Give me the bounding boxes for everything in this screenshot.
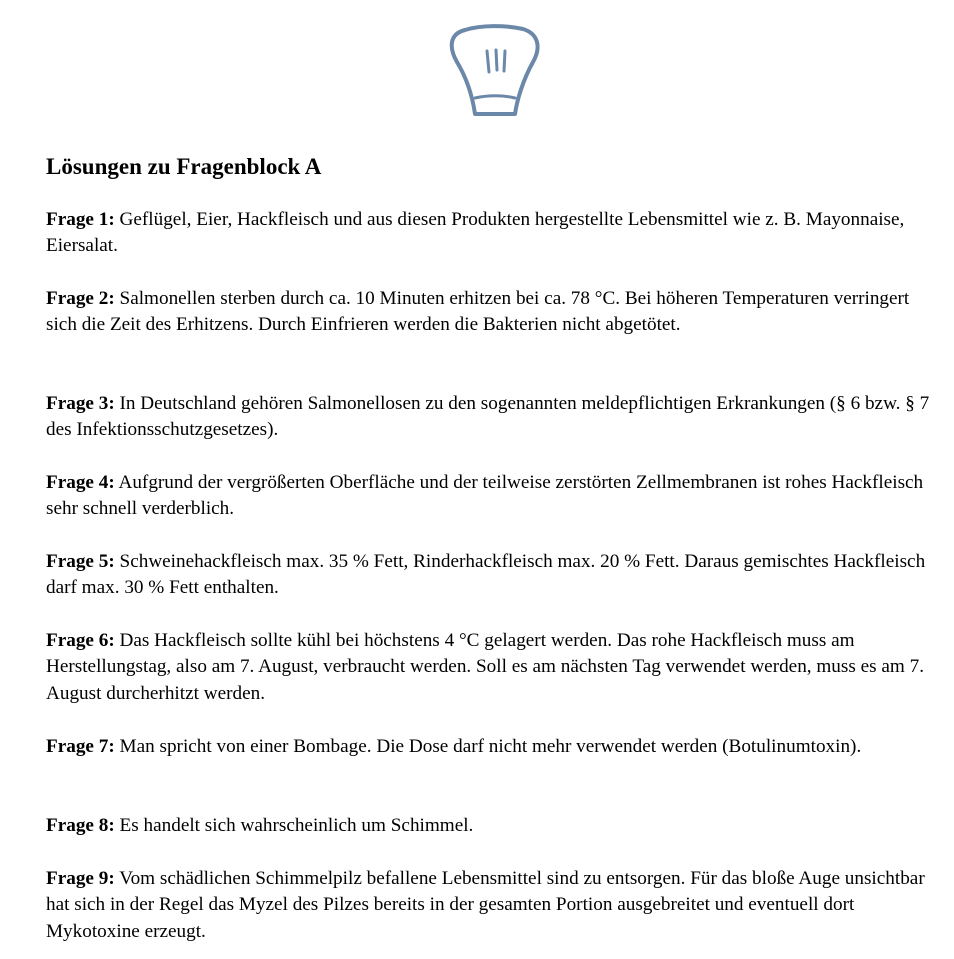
- page-title: Lösungen zu Fragenblock A: [46, 154, 322, 179]
- question-label: Frage 5:: [46, 551, 115, 572]
- question-label: Frage 4:: [46, 472, 115, 493]
- answer-text: Salmonellen sterben durch ca. 10 Minuten erhitzen bei ca. 78 °C. Bei höheren Temperaturen verringert sich die Zeit des Erhitzens. Durch Einfrieren werden die Bakterien nicht abgetötet.: [46, 288, 910, 336]
- answer-4: [46, 470, 931, 523]
- answer-6: [46, 628, 931, 707]
- answer-text: Geflügel, Eier, Hackfleisch und aus diesen Produkten hergestellte Lebensmittel wie z. B. Mayonnaise, Eiersalat.: [46, 209, 905, 257]
- question-label: Frage 6:: [46, 630, 115, 651]
- answer-8: [46, 813, 931, 839]
- question-label: Frage 3:: [46, 393, 115, 414]
- answer-text: In Deutschland gehören Salmonellosen zu den sogenannten meldepflichtigen Erkrankungen (§ 6 bzw. § 7 des Infektionsschutzgesetzes).: [46, 393, 930, 441]
- answer-7: [46, 734, 931, 760]
- answer-3: [46, 391, 931, 444]
- question-label: Frage 7:: [46, 736, 115, 757]
- answer-2: [46, 286, 931, 339]
- answer-text: Schweinehackfleisch max. 35 % Fett, Rinderhackfleisch max. 20 % Fett. Daraus gemischtes Hackfleisch darf max. 30 % Fett enthalten.: [46, 551, 926, 599]
- chef-hat-icon: [443, 20, 547, 124]
- answer-text: Es handelt sich wahrscheinlich um Schimmel.: [119, 815, 474, 836]
- answer-text: Vom schädlichen Schimmelpilz befallene Lebensmittel sind zu entsorgen. Für das bloße Auge unsichtbar hat sich in der Regel das Myzel des Pilzes bereits in der gesamten Portion ausgebreitet und eventuell dort Mykotoxine erzeugt.: [46, 868, 925, 942]
- question-label: Frage 9:: [46, 868, 115, 889]
- answer-text: Aufgrund der vergrößerten Oberfläche und der teilweise zerstörten Zellmembranen ist rohes Hackfleisch sehr schnell verderblich.: [46, 472, 924, 520]
- question-label: Frage 1:: [46, 209, 115, 230]
- question-label: Frage 8:: [46, 815, 115, 836]
- answer-5: [46, 549, 931, 602]
- answer-1: [46, 207, 931, 260]
- answer-text: Man spricht von einer Bombage. Die Dose darf nicht mehr verwendet werden (Botulinumtoxin).: [119, 736, 862, 757]
- answer-text: Das Hackfleisch sollte kühl bei höchstens 4 °C gelagert werden. Das rohe Hackfleisch muss am Herstellungstag, also am 7. August, verbraucht werden. Soll es am nächsten Tag verwendet werden, muss es am 7. August durcherhitzt werden.: [46, 630, 925, 704]
- answer-9: [46, 866, 931, 945]
- question-label: Frage 2:: [46, 288, 115, 309]
